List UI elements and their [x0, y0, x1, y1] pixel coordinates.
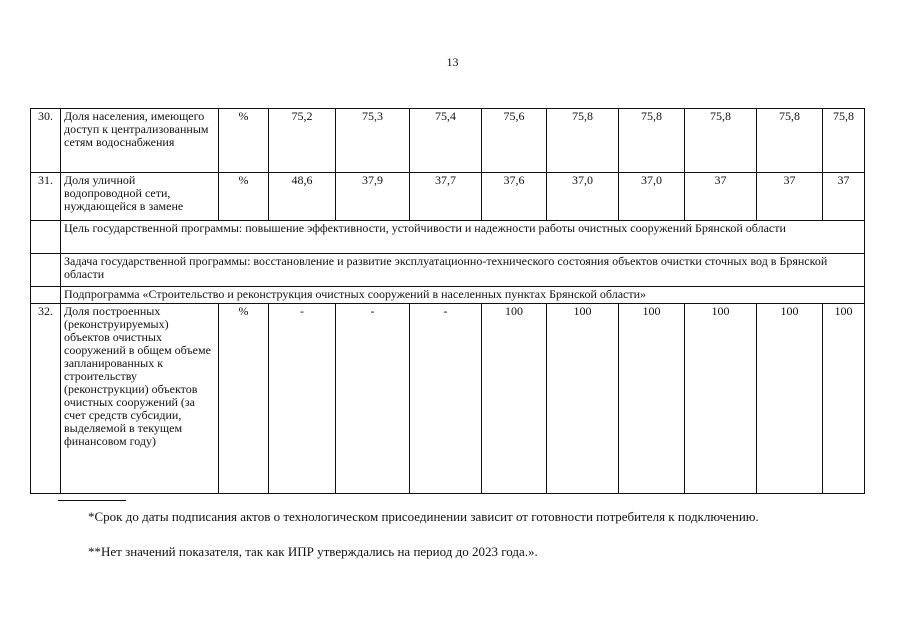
value-cell: 100 — [685, 304, 757, 494]
subprogram-title: Подпрограмма «Строительство и реконструкция очистных сооружений в населенных пунктах Брянской области» — [61, 287, 865, 304]
value-cell: 100 — [547, 304, 619, 494]
value-cell: 37,0 — [547, 173, 619, 221]
value-cell: 37,9 — [336, 173, 410, 221]
table-row — [31, 304, 865, 494]
value-cell: 75,4 — [410, 109, 482, 173]
value-cell: 37,0 — [619, 173, 685, 221]
value-cell: - — [410, 304, 482, 494]
value-cell: - — [269, 304, 336, 494]
value-cell: 37 — [685, 173, 757, 221]
value-cell: 37 — [823, 173, 865, 221]
table-row — [31, 109, 865, 173]
value-cell: 100 — [482, 304, 547, 494]
indicator-name: Доля уличной водопроводной сети, нуждающейся в замене — [61, 173, 219, 221]
value-cell: 75,6 — [482, 109, 547, 173]
unit-cell: % — [219, 173, 269, 221]
value-cell: 100 — [757, 304, 823, 494]
footnote-divider — [58, 500, 126, 501]
task-row — [31, 254, 865, 287]
value-cell: 37,6 — [482, 173, 547, 221]
indicator-name: Доля построенных (реконструируемых) объектов очистных сооружений в общем объеме запланированных к строительству (реконструкции) объектов очистных сооружений (за счет средств субсидии, выделяемой в текущем финансовом году) — [61, 304, 219, 494]
value-cell: 75,2 — [269, 109, 336, 173]
value-cell: 100 — [619, 304, 685, 494]
value-cell: 75,3 — [336, 109, 410, 173]
indicators-table — [30, 108, 865, 494]
footnote-connection-deadline: *Срок до даты подписания актов о технологическом присоединении зависит от готовности потребителя к подключению. — [88, 509, 759, 524]
page-number: 13 — [446, 55, 459, 69]
unit-cell: % — [219, 109, 269, 173]
goal-row-number — [31, 221, 61, 254]
subprogram-row-number — [31, 287, 61, 304]
value-cell: 75,8 — [823, 109, 865, 173]
value-cell: 37,7 — [410, 173, 482, 221]
program-goal: Цель государственной программы: повышение эффективности, устойчивости и надежности работы очистных сооружений Брянской области — [61, 221, 865, 254]
value-cell: 75,8 — [547, 109, 619, 173]
value-cell: 75,8 — [685, 109, 757, 173]
task-row-number — [31, 254, 61, 287]
row-number: 30. — [31, 109, 61, 173]
footnote-no-values: **Нет значений показателя, так как ИПР утверждались на период до 2023 года.». — [88, 544, 538, 559]
table-row — [31, 173, 865, 221]
value-cell: 75,8 — [619, 109, 685, 173]
unit-cell: % — [219, 304, 269, 494]
value-cell: 100 — [823, 304, 865, 494]
subprogram-row — [31, 287, 865, 304]
row-number: 31. — [31, 173, 61, 221]
row-number: 32. — [31, 304, 61, 494]
value-cell: - — [336, 304, 410, 494]
indicator-name: Доля населения, имеющего доступ к централизованным сетям водоснабжения — [61, 109, 219, 173]
program-task: Задача государственной программы: восстановление и развитие эксплуатационно-технического состояния объектов очистки сточных вод в Брянской области — [61, 254, 865, 287]
value-cell: 37 — [757, 173, 823, 221]
goal-row — [31, 221, 865, 254]
value-cell: 75,8 — [757, 109, 823, 173]
value-cell: 48,6 — [269, 173, 336, 221]
